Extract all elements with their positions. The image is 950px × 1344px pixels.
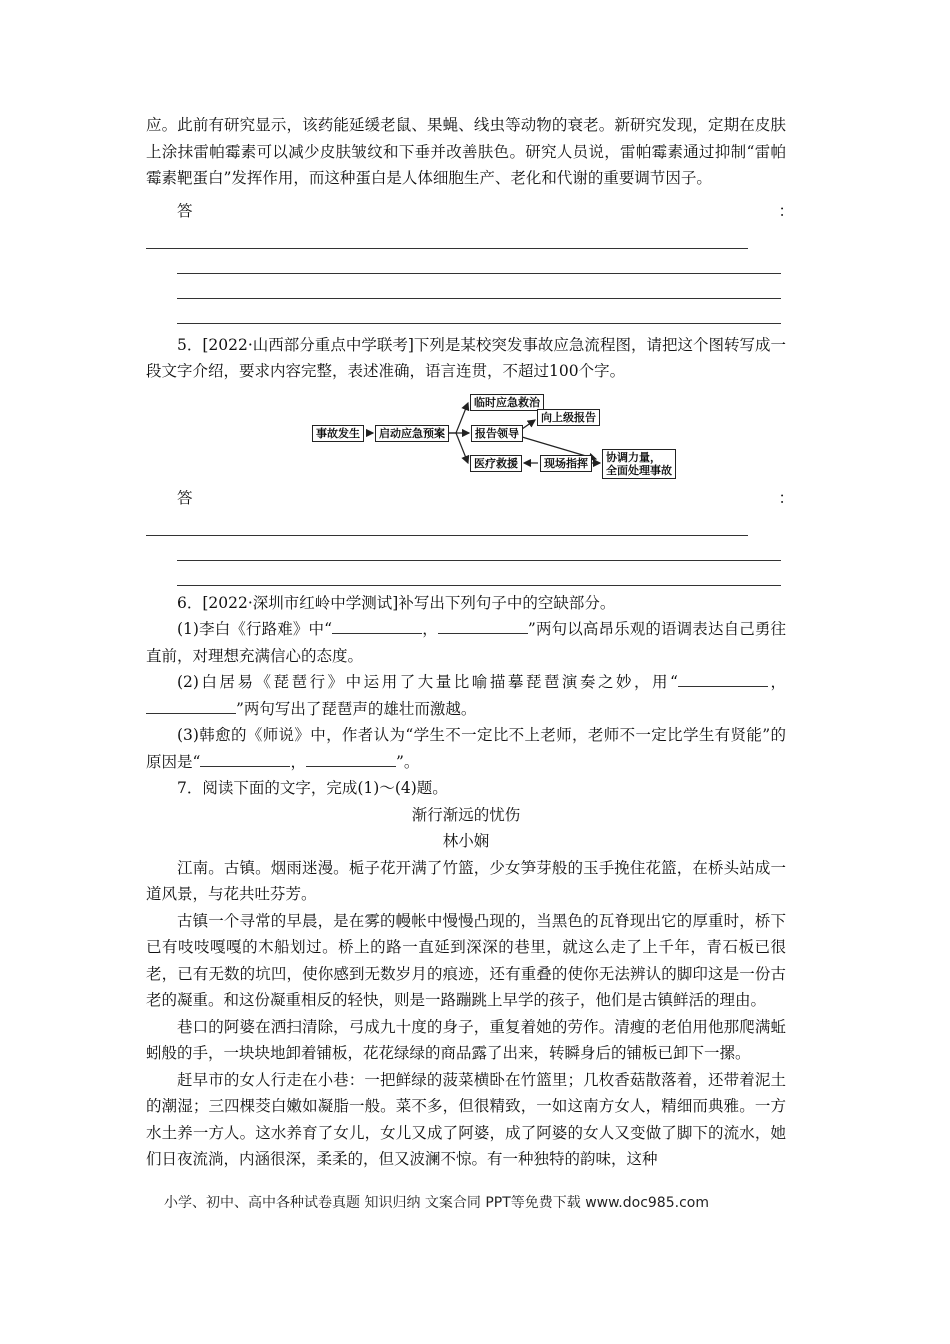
- flow-node-first-aid: 临时应急救治: [470, 394, 544, 411]
- article-paragraph-3: 巷口的阿婆在洒扫清除，弓成九十度的身子，重复着她的劳作。清瘦的老伯用他那爬满蚯蚓般的手，一块块地卸着铺板，花花绿绿的商品露了出来，转瞬身后的铺板已卸下一摞。: [146, 1017, 786, 1062]
- flow-node-start-plan: 启动应急预案: [375, 425, 449, 442]
- fill-blank[interactable]: [200, 752, 290, 767]
- answer-colon: ：: [778, 488, 794, 507]
- flow-node-report-superior: 向上级报告: [537, 409, 600, 426]
- flow-node-medical: 医疗救援: [470, 455, 522, 472]
- question-6-item-3: [146, 722, 786, 775]
- fill-blank[interactable]: [332, 619, 422, 634]
- flow-node-coordinate-line2: 全面处理事故: [606, 463, 672, 477]
- article-paragraph-2: 古镇一个寻常的早晨，是在雾的幔帐中慢慢凸现的，当黑色的瓦脊现出它的厚重时，桥下已有吱吱嘎嘎的木船划过。桥上的路一直延到深深的巷里，就这么走了上千年，青石板已很老，已有无数的坑凹，使你感到无数岁月的痕迹，还有重叠的使你无法辨认的脚印这是一份古老的凝重。和这份凝重相反的轻快，则是一路蹦跳上早学的孩子，他们是古镇鲜活的理由。: [146, 911, 786, 1009]
- flow-node-coordinate: [602, 449, 676, 479]
- article-title: 渐行渐远的忧伤: [411, 805, 521, 824]
- answer-line[interactable]: [177, 249, 781, 274]
- q6-3-text-c: ”。: [395, 752, 420, 771]
- article-paragraph-1: 江南。古镇。烟雨迷漫。栀子花开满了竹篮，少女笋芽般的玉手挽住花篮，在桥头站成一道风景，与花共吐芬芳。: [146, 858, 786, 903]
- answer-row-q4: [146, 198, 794, 224]
- question-7: 7．阅读下面的文字，完成(1)～(4)题。: [177, 779, 448, 797]
- answer-line[interactable]: [177, 561, 781, 586]
- question-5: 5．[2022·山西部分重点中学联考]下列是某校突发事故应急流程图，请把这个图转写成一段文字介绍，要求内容完整，表述准确，语言连贯，不超过100个字。: [146, 335, 786, 380]
- answer-line[interactable]: [177, 299, 781, 324]
- document-body: [146, 112, 794, 1173]
- flow-node-coordinate-line1: 协调力量，: [606, 450, 661, 464]
- answer-label: 答: [177, 488, 193, 507]
- q6-1-sep: ，: [422, 620, 438, 638]
- answer-label: 答: [177, 201, 193, 220]
- answer-line[interactable]: [146, 224, 748, 249]
- q6-2-text-c: ”两句写出了琵琶声的雄壮而激越。: [236, 699, 477, 718]
- page-footer: 小学、初中、高中各种试卷真题 知识归纳 文案合同 PPT等免费下载 www.doc985.com: [164, 1195, 709, 1211]
- fill-blank[interactable]: [306, 752, 396, 767]
- emergency-flowchart: [146, 389, 786, 481]
- flow-node-report-leader: 报告领导: [471, 425, 523, 442]
- answer-line[interactable]: [177, 536, 781, 561]
- q6-1-text-a: (1)李白《行路难》中“: [177, 620, 333, 638]
- answer-line[interactable]: [177, 274, 781, 299]
- flow-node-accident: 事故发生: [312, 425, 364, 442]
- article-paragraph-4: 赶早市的女人行走在小巷：一把鲜绿的菠菜横卧在竹篮里；几枚香菇散落着，还带着泥土的潮湿；三四棵茭白嫩如凝脂一般。菜不多，但很精致，一如这南方女人，精细而典雅。一方水土养一方人。这水养育了女儿，女儿又成了阿婆，成了阿婆的女人又变做了脚下的流水，她们日夜流淌，内涵很深，柔柔的，但又波澜不惊。有一种独特的韵味，这种: [146, 1070, 786, 1168]
- q6-3-sep: ，: [290, 752, 306, 771]
- answer-colon: ：: [778, 201, 794, 220]
- question-6-item-1: [146, 616, 786, 669]
- flow-node-onsite-command: 现场指挥: [540, 455, 592, 472]
- passage-continuation: 应。此前有研究显示，该药能延缓老鼠、果蝇、线虫等动物的衰老。新研究发现，定期在皮肤上涂抹雷帕霉素可以减少皮肤皱纹和下垂并改善肤色。研究人员说，雷帕霉素通过抑制“雷帕霉素靶蛋白”发挥作用，而这种蛋白是人体细胞生产、老化和代谢的重要调节因子。: [146, 116, 786, 187]
- question-6: 6．[2022·深圳市红岭中学测试]补写出下列句子中的空缺部分。: [177, 593, 616, 612]
- article-author: 林小娴: [442, 832, 490, 850]
- q6-2-text-a: (2)白居易《琵琶行》中运用了大量比喻描摹琵琶演奏之妙，用“: [177, 673, 678, 691]
- answer-row-q5: [146, 485, 794, 511]
- flowchart-arrows: [146, 389, 786, 481]
- q6-2-sep: ，: [767, 673, 786, 691]
- answer-line[interactable]: [146, 511, 748, 536]
- fill-blank[interactable]: [146, 699, 236, 714]
- fill-blank[interactable]: [438, 619, 528, 634]
- question-6-item-2: [146, 669, 786, 722]
- q6-1-text-c: ”两句以高昂乐观的语调表达自己勇往直前，对理想充满信心的态度。: [146, 620, 786, 665]
- fill-blank[interactable]: [678, 672, 768, 687]
- q6-3-text-a: (3)韩愈的《师说》中，作者认为“学生不一定比不上老师，老师不一定比学生有贤能”的原因是“: [146, 726, 786, 771]
